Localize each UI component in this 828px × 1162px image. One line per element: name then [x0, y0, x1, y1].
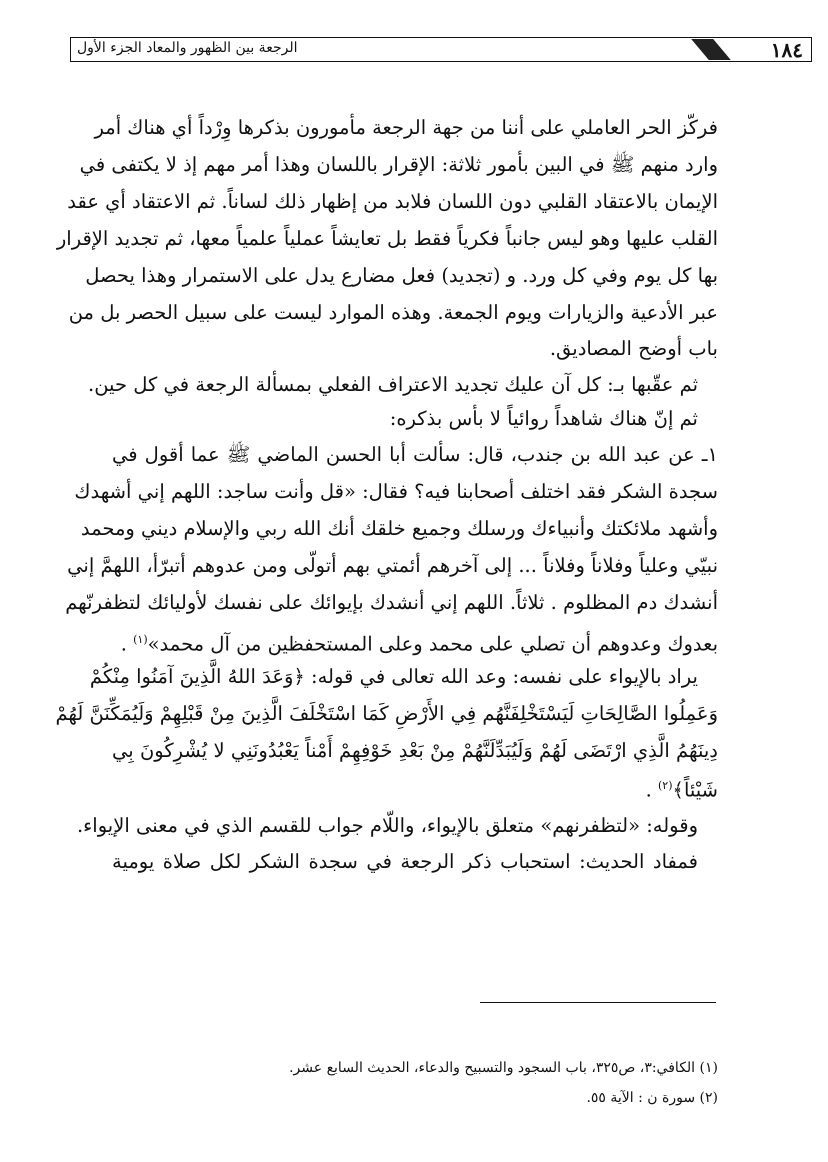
- footnote-ref: (١): [133, 633, 148, 646]
- body-line: فمفاد الحديث: استحباب ذكر الرجعة في سجدة الشكر لكل صلاة يومية: [112, 850, 698, 873]
- body-line: أنشدك دم المظلوم . ثلاثاً. اللهم إني أنشدك بإيوائك على نفسك لأوليائك لتظفرنّهم: [65, 591, 718, 614]
- body-line: وارد منهم ﷺ في البين بأمور ثلاثة: الإقرار باللسان وهذا أمر مهم إذ لا يكتفى في: [79, 153, 718, 176]
- body-line: وَعَمِلُوا الصَّالِحَاتِ لَيَسْتَخْلِفَنَّهُم فِي الأَرْضِ كَمَا اسْتَخْلَفَ الَّذِينَ مِنْ قَبْلِهِمْ وَلَيُمَكِّنَنَّ لَهُمْ: [55, 702, 718, 725]
- body-line: بها كل يوم وفي كل ورد. و (تجديد) فعل مضارع يدل على الاستمرار وهذا يحصل: [85, 264, 718, 287]
- body-line: يراد بالإيواء على نفسه: وعد الله تعالى في قوله: ﴿وَعَدَ اللهُ الَّذِينَ آمَنُوا مِنْكُمْ: [89, 665, 698, 688]
- page-number: ١٨٤: [770, 38, 803, 62]
- body-line: القلب عليها وهو ليس جانباً فكرياً فقط بل تعايشاً عملياً علمياً معها، ثم تجديد الإقرار: [56, 227, 718, 250]
- running-title-box: [70, 37, 688, 62]
- body-line: بعدوك وعدوهم أن تصلي على محمد وعلى المستحفظين من آل محمد»$^{(١)}$ .: [120, 632, 718, 656]
- body-text: بعدوك وعدوهم أن تصلي على محمد وعلى المستحفظين من آل محمد»: [147, 632, 718, 656]
- body-line: باب أوضح المصاديق.: [549, 337, 718, 360]
- page-number-box: [742, 37, 812, 62]
- footnote-ref: (٢): [658, 779, 673, 792]
- footnote: (١) الكافي:٣، ص٣٢٥، باب السجود والتسبيح والدعاء، الحديث السابع عشر.: [289, 1060, 718, 1076]
- running-header: [70, 37, 812, 64]
- body-line: ثم عقّبها بـ: كل آن عليك تجديد الاعتراف الفعلي بمسألة الرجعة في كل حين.: [88, 373, 698, 396]
- body-line: الإيمان بالاعتقاد القلبي دون اللسان فلابد من إظهار ذلك لساناً. ثم الاعتقاد أي عقد: [67, 190, 718, 213]
- body-line: شَيْئاً﴾$^{(٢)}$ .: [645, 778, 718, 802]
- body-line: دِينَهُمُ الَّذِي ارْتَضَى لَهُمْ وَلَيُبَدِّلَنَّهُمْ مِنْ بَعْدِ خَوْفِهِمْ أَمْناً يَعْبُدُونَنِي لا يُشْرِكُونَ بِي: [112, 739, 718, 762]
- body-line: وأشهد ملائكتك وأنبياءك ورسلك وجميع خلقك أنك الله ربي والإسلام ديني ومحمد: [80, 517, 718, 540]
- body-line: فركّز الحر العاملي على أننا من جهة الرجعة مأمورون بذكرها وِرْداً أي هناك أمر: [94, 116, 718, 139]
- body-line: ١ـ عن عبد الله بن جندب، قال: سألت أبا الحسن الماضي ﷺ عما أقول في: [112, 443, 718, 466]
- body-line: نبيّي وعلياً وفلاناً وفلاناً ... إلى آخرهم أئمتي بهم أتولّى ومن عدوهم أتبرّأ، اللهمَّ إني: [67, 554, 718, 577]
- body-line: سجدة الشكر فقد اختلف أصحابنا فيه؟ فقال: «قل وأنت ساجد: اللهم إني أشهدك: [74, 480, 718, 503]
- body-line: وقوله: «لتظفرنهم» متعلق بالإيواء، واللّام جواب للقسم الذي في معنى الإيواء.: [76, 814, 698, 837]
- body-text: شَيْئاً﴾: [672, 778, 718, 802]
- running-title: الرجعة بين الظهور والمعاد الجزء الأول: [77, 40, 298, 56]
- body-line: عبر الأدعية والزيارات ويوم الجمعة. وهذه الموارد ليست على سبيل الحصر بل من: [68, 301, 718, 324]
- footnote: (٢) سورة ن : الآية ٥٥.: [586, 1090, 718, 1106]
- body-line: ثم إنّ هناك شاهداً روائياً لا بأس بذكره:: [389, 407, 698, 430]
- footnote-separator: [480, 1002, 716, 1003]
